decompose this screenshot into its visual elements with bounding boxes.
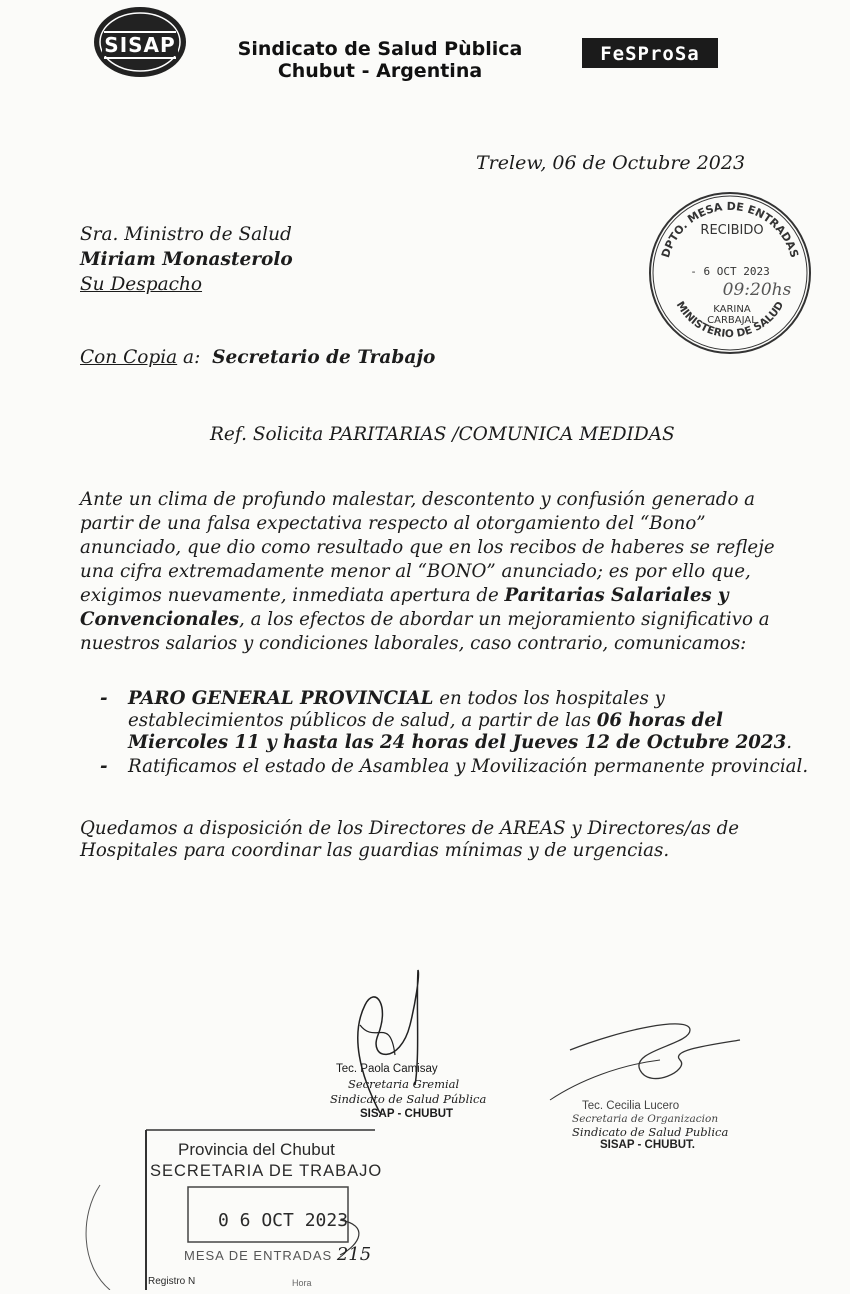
bullet1-bold-a: PARO GENERAL PROVINCIAL: [128, 688, 434, 709]
fesprosa-logo: [580, 34, 720, 74]
svg-text:FeSProSa: FeSProSa: [600, 43, 700, 65]
body-bold: Paritarias Salariales y Convencionales: [80, 585, 729, 630]
signer2-name: Tec. Cecilia Lucero: [582, 1100, 680, 1112]
sisap-logo: [92, 6, 188, 84]
stamp-secretaria: SECRETARIA DE TRABAJO: [150, 1162, 383, 1180]
closing-paragraph: Quedamos a disposición de los Directores de AREAS y Directores/as de Hospitales para coordinar las guardias mínimas y de urgencias.: [80, 818, 740, 861]
stamp-hora: Hora: [292, 1278, 312, 1288]
bullet1-text-b: .: [786, 732, 793, 753]
svg-text:SISAP: SISAP: [104, 33, 176, 57]
stamp-handwritten-time: 09:20hs: [722, 280, 792, 300]
stamp-ring-top: DPTO. MESA DE ENTRADAS: [659, 199, 801, 260]
list-item: [100, 756, 810, 778]
stamp-mesa: [184, 1244, 371, 1265]
body-part2: , a los efectos de abordar un mejoramiento significativo a nuestros salarios y condiciones laborales, caso contrario, comunicamos:: [80, 609, 770, 654]
stamp-registro: Registro N: [148, 1276, 196, 1287]
signer1-org: Sindicato de Salud Pública: [330, 1092, 487, 1106]
signature-block-2: [572, 1100, 752, 1152]
signer1-role: Secretaria Gremial: [348, 1077, 460, 1091]
reference-line: [210, 424, 675, 445]
list-item: [100, 688, 810, 754]
signer2-org: Sindicato de Salud Publica: [572, 1125, 729, 1139]
stamp-name2: CARBAJAL: [707, 315, 757, 326]
stamp-name1: KARINA: [713, 304, 751, 315]
signer2-org2: SISAP - CHUBUT.: [600, 1139, 695, 1151]
copy-suffix: a:: [177, 347, 201, 368]
stamp-mesa-label: MESA DE ENTRADAS: [184, 1248, 333, 1263]
stamp-province: Provincia del Chubut: [178, 1140, 335, 1159]
copy-recipient: Secretario de Trabajo: [212, 347, 436, 368]
ref-text: Solicita PARITARIAS /COMUNICA MEDIDAS: [252, 424, 675, 445]
recipient-office: Su Despacho: [80, 274, 203, 295]
signer1-org2: SISAP - CHUBUT: [360, 1108, 454, 1120]
received-stamp: [645, 188, 815, 358]
measures-list: [100, 688, 810, 780]
ref-label: Ref.: [210, 424, 247, 445]
signer1-name: Tec. Paola Camisay: [336, 1063, 438, 1075]
body-part1: Ante un clima de profundo malestar, descontento y confusión generado a partir de una falsa expectativa respecto al otorgamiento del “Bono” anunciado, que dio como resultado que en los recibos de haberes se refleje una cifra extremadamente menor al “BONO” anunciado; es por ello que, exigimos nuevamente, inmediata apertura de: [80, 489, 775, 606]
bullet-dash: -: [100, 688, 108, 709]
recipient-name: Miriam Monasterolo: [80, 249, 293, 270]
org-line2: Chubut - Argentina: [277, 60, 483, 82]
copy-line: [80, 347, 435, 368]
signature-block-1: [330, 1062, 500, 1122]
recipient-title: Sra. Ministro de Salud: [80, 224, 292, 245]
stamp-status: RECIBIDO: [700, 223, 764, 238]
org-line1: Sindicato de Salud Pùblica: [237, 38, 523, 60]
copy-label: Con Copia: [80, 347, 178, 368]
recipient-block: [80, 222, 293, 297]
bullet-dash: -: [100, 756, 108, 777]
bullet2-text: Ratificamos el estado de Asamblea y Movilización permanente provincial.: [128, 756, 809, 777]
body-paragraph: [80, 488, 805, 656]
signature-scribble-2: [540, 1010, 770, 1110]
bullet1-text-a: en todos los hospitales y establecimientos públicos de salud, a partir de las: [128, 688, 665, 731]
stamp-handwritten-number: 215: [336, 1244, 372, 1265]
stamp-ring-bottom: MINISTERIO DE SALUD: [673, 299, 787, 341]
letter-date: Trelew, 06 de Octubre 2023: [476, 152, 746, 174]
stamp-date: - 6 OCT 2023: [690, 265, 770, 278]
signer2-role: Secretaria de Organizacion: [572, 1113, 719, 1125]
stamp-bottom-date: 0 6 OCT 2023: [218, 1210, 349, 1231]
bullet1-bold-b: 06 horas del Miercoles 11 y hasta las 24 horas del Jueves 12 de Octubre 2023: [128, 710, 787, 753]
organization-header: [230, 38, 530, 82]
